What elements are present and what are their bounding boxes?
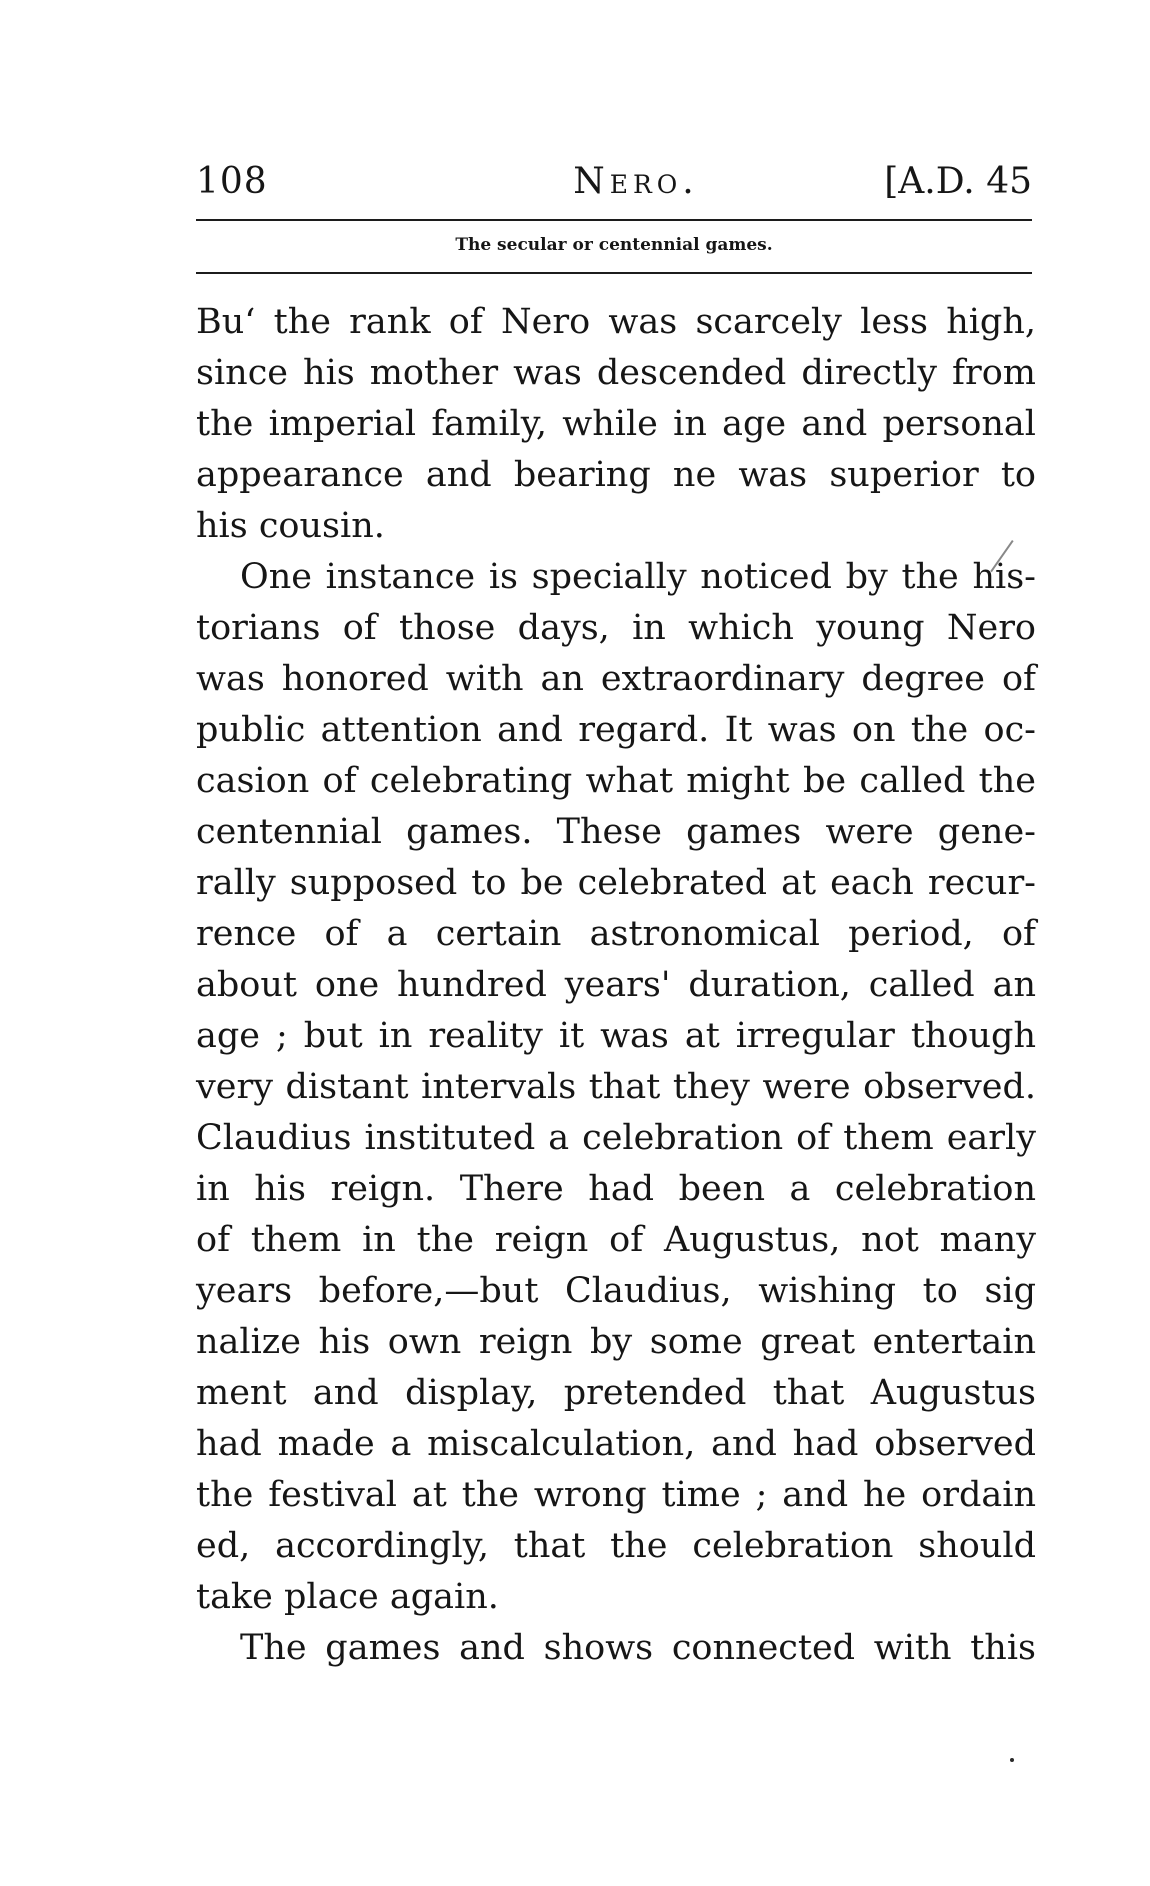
text-line: his cousin. — [196, 506, 385, 546]
text-line: public attention and regard. It was on the oc- — [196, 710, 1036, 750]
text-line: years before,—but Claudius, wishing to sig — [196, 1271, 1036, 1311]
text-line: since his mother was descended directly from — [196, 353, 1036, 393]
text-line: had made a miscalculation, and had observed — [196, 1424, 1036, 1464]
text-line: very distant intervals that they were observed. — [196, 1067, 1036, 1107]
text-line: of them in the reign of Augustus, not many — [196, 1220, 1036, 1260]
text-line: Claudius instituted a celebration of them early — [196, 1118, 1036, 1158]
text-line: in his reign. There had been a celebration — [196, 1169, 1036, 1209]
text-line: was honored with an extraordinary degree of — [196, 659, 1036, 699]
text-line: the imperial family, while in age and personal — [196, 404, 1036, 444]
text-line: torians of those days, in which young Nero — [196, 608, 1036, 648]
text-line: centennial games. These games were gene- — [196, 812, 1036, 852]
running-header — [196, 160, 1032, 210]
text-line: the festival at the wrong time ; and he ordain — [196, 1475, 1036, 1515]
text-line: age ; but in reality it was at irregular though — [196, 1016, 1036, 1056]
ink-speck — [1010, 1758, 1014, 1762]
text-line: appearance and bearing ne was superior to — [196, 455, 1036, 495]
text-line: rally supposed to be celebrated at each recur- — [196, 863, 1036, 903]
text-line: nalize his own reign by some great entertain — [196, 1322, 1036, 1362]
header-rule-bottom — [196, 272, 1032, 274]
text-line: Bu‘ the rank of Nero was scarcely less high, — [196, 302, 1036, 342]
date-reference: [A.D. 45 — [884, 161, 1032, 202]
text-line: rence of a certain astronomical period, of — [196, 914, 1036, 954]
body-text — [196, 297, 1036, 1674]
text-line: One instance is specially noticed by the his- — [240, 557, 1036, 597]
text-line: take place again. — [196, 1577, 499, 1617]
page-number: 108 — [196, 161, 268, 202]
text-line: ment and display, pretended that Augustus — [196, 1373, 1036, 1413]
section-subtitle: The secular or centennial games. — [455, 235, 773, 255]
text-line: casion of celebrating what might be called the — [196, 761, 1036, 801]
running-title: Nero. — [573, 161, 699, 202]
text-line: about one hundred years' duration, called an — [196, 965, 1036, 1005]
text-line: The games and shows connected with this — [240, 1628, 1036, 1668]
header-rule-top — [196, 219, 1032, 221]
text-line: ed, accordingly, that the celebration should — [196, 1526, 1036, 1566]
